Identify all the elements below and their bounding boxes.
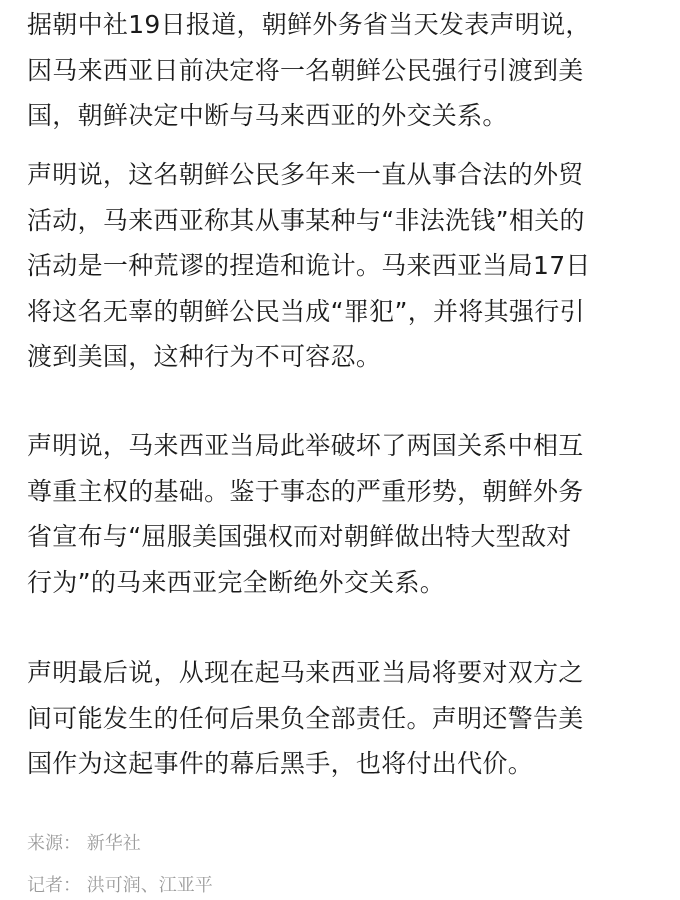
paragraph-line: 声明说，这名朝鲜公民多年来一直从事合法的外贸 (27, 160, 584, 189)
paragraph-line: 国，朝鲜决定中断与马来西亚的外交关系。 (27, 101, 508, 131)
paragraph-line: 尊重主权的基础。鉴于事态的严重形势，朝鲜外务 (27, 476, 584, 506)
paragraph-line: 活动，马来西亚称其从事某种与“非法洗钱”相关的 (27, 205, 585, 235)
paragraph-line: 省宣布与“屈服美国强权而对朝鲜做出特大型敌对 (27, 522, 572, 552)
paragraph-line: 据朝中社19日报道，朝鲜外务省当天发表声明说， (27, 10, 591, 39)
paragraph-2 (27, 152, 591, 380)
paragraph-line: 将这名无辜的朝鲜公民当成“罪犯”，并将其强行引 (27, 296, 585, 326)
paragraph-line: 行为”的马来西亚完全断绝外交关系。 (27, 567, 446, 597)
article-reporters: 记者： 洪可润、江亚平 (27, 875, 213, 896)
paragraph-1 (27, 2, 591, 139)
paragraph-4 (27, 650, 584, 787)
paragraph-line: 声明最后说，从现在起马来西亚当局将要对双方之 (27, 658, 584, 687)
paragraph-line: 因马来西亚日前决定将一名朝鲜公民强行引渡到美 (27, 55, 584, 85)
paragraph-line: 渡到美国，这种行为不可容忍。 (27, 342, 382, 372)
paragraph-line: 声明说，马来西亚当局此举破坏了两国关系中相互 (27, 431, 584, 460)
paragraph-3 (27, 423, 584, 605)
paragraph-line: 国作为这起事件的幕后黑手，也将付出代价。 (27, 749, 534, 779)
paragraph-line: 活动是一种荒谬的捏造和诡计。马来西亚当局17日 (27, 251, 591, 281)
article-source: 来源： 新华社 (27, 833, 141, 854)
paragraph-line: 间可能发生的任何后果负全部责任。声明还警告美 (27, 703, 584, 733)
